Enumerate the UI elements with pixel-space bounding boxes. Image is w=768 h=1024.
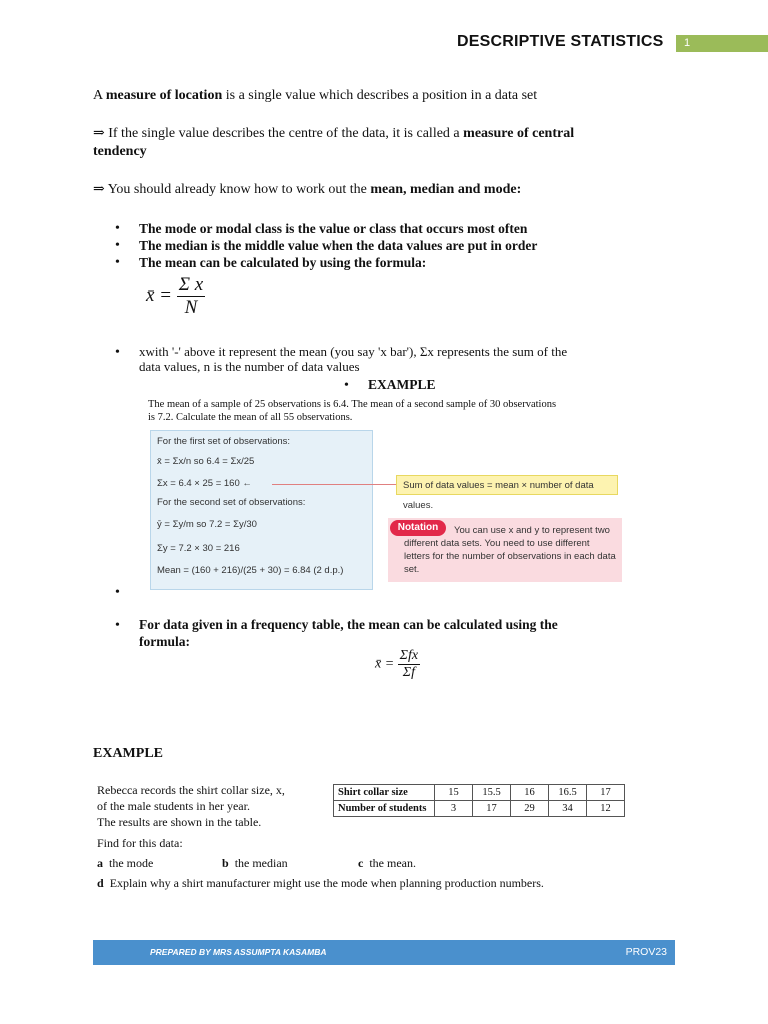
text-line: Rebecca records the shirt collar size, x, <box>97 783 285 797</box>
bullet-icon: • <box>344 378 349 393</box>
example-heading: EXAMPLE <box>368 377 436 392</box>
text-line: data values, n is the number of data values <box>139 359 360 374</box>
formula-numerator: Σfx <box>399 648 419 663</box>
bullet-icon: • <box>115 255 120 270</box>
row-header: Shirt collar size <box>334 785 435 801</box>
solution-line: Mean = (160 + 216)/(25 + 30) = 6.84 (2 d.p.) <box>157 565 344 576</box>
table-cell: 17 <box>473 801 511 817</box>
table-cell: 34 <box>549 801 587 817</box>
bullet-icon: • <box>115 618 120 633</box>
text-line: The results are shown in the table. <box>97 815 262 829</box>
table-cell: 15.5 <box>473 785 511 801</box>
table-cell: 29 <box>511 801 549 817</box>
table-cell: 17 <box>587 785 625 801</box>
formula-denominator: Σf <box>402 665 415 680</box>
table-cell: 15 <box>435 785 473 801</box>
example-question <box>148 398 618 424</box>
text: is a single value which describes a position in a data set <box>222 88 538 103</box>
bullet-mean: The mean can be calculated by using the formula: <box>139 255 427 270</box>
bullet-icon: • <box>115 345 120 360</box>
sum-callout: Sum of data values = mean × number of data values. <box>396 475 618 495</box>
text-line: The mean of a sample of 25 observations is 6.4. The mean of a second sample of 30 observations <box>148 399 557 410</box>
question-d <box>97 876 544 891</box>
text-line: is 7.2. Calculate the mean of all 55 observations. <box>148 412 353 423</box>
question-text: Explain why a shirt manufacturer might use the mode when planning production numbers. <box>109 876 544 890</box>
bullet-icon: • <box>115 238 120 253</box>
formula-lhs: x̄ = <box>146 284 173 306</box>
bold-term: measure of central <box>463 126 575 141</box>
frequency-mean-formula <box>375 648 420 681</box>
row-header: Number of students <box>334 801 435 817</box>
text: A <box>93 88 106 103</box>
notation-text: You can use x and y to represent two different data sets. You need to use different letters for the number of observations in each data set. <box>404 525 616 575</box>
question-text: the mode <box>109 856 154 870</box>
example-2-intro <box>97 782 327 830</box>
frequency-table <box>333 784 625 817</box>
example-2-heading: EXAMPLE <box>93 746 163 761</box>
text-line: For data given in a frequency table, the mean can be calculated using the <box>139 617 558 632</box>
callout-connector <box>272 484 396 485</box>
question-letter: a <box>97 856 103 870</box>
page-footer <box>93 940 675 965</box>
arrow-icon: ⇒ <box>93 182 105 197</box>
footer-author: PREPARED BY MRS ASSUMPTA KASAMBA <box>150 947 327 957</box>
question-c <box>358 856 416 871</box>
formula-lhs: x̄ = <box>375 656 395 672</box>
page-number: 1 <box>676 35 768 52</box>
table-row <box>334 785 625 801</box>
question-text: the median <box>234 856 288 870</box>
question-a <box>97 856 153 871</box>
paragraph-mean-median-mode <box>93 181 521 199</box>
page-header-title: DESCRIPTIVE STATISTICS <box>457 33 664 50</box>
formula-numerator: Σ x <box>178 274 204 295</box>
question-b <box>222 856 288 871</box>
bullet-icon: • <box>115 221 120 236</box>
table-cell: 3 <box>435 801 473 817</box>
bold-term: mean, median and mode: <box>370 182 522 197</box>
text: If the single value describes the centre of the data, it is called a <box>104 126 464 141</box>
mean-formula <box>146 274 205 319</box>
bullet-icon: • <box>115 585 120 600</box>
solution-line: For the first set of observations: <box>157 436 291 447</box>
solution-line: Σx = 6.4 × 25 = 160 ← <box>157 478 252 489</box>
text-line: xwith '-' above it represent the mean (you say 'x bar'), Σx represents the sum of the <box>139 344 568 359</box>
question-letter: b <box>222 856 229 870</box>
table-cell: 16 <box>511 785 549 801</box>
solution-line: For the second set of observations: <box>157 497 306 508</box>
paragraph-central-tendency <box>93 125 653 161</box>
text: You should already know how to work out the <box>104 182 371 197</box>
solution-line: Σy = 7.2 × 30 = 216 <box>157 543 240 554</box>
question-letter: d <box>97 876 104 890</box>
table-row <box>334 801 625 817</box>
paragraph-measure-of-location <box>93 87 537 105</box>
table-cell: 16.5 <box>549 785 587 801</box>
arrow-icon: ⇒ <box>93 126 105 141</box>
text-line: formula: <box>139 634 190 649</box>
bold-term: tendency <box>93 144 147 159</box>
table-cell: 12 <box>587 801 625 817</box>
question-letter: c <box>358 856 364 870</box>
find-instruction: Find for this data: <box>97 836 183 850</box>
notation-badge: Notation <box>390 520 446 536</box>
text-line: of the male students in her year. <box>97 799 250 813</box>
bullet-median: The median is the middle value when the data values are put in order <box>139 238 538 253</box>
formula-denominator: N <box>184 297 198 318</box>
footer-code: PROV23 <box>625 946 667 958</box>
bullet-mode: The mode or modal class is the value or class that occurs most often <box>139 221 528 236</box>
solution-line: x̄ = Σx/n so 6.4 = Σx/25 <box>157 456 255 467</box>
question-text: the mean. <box>369 856 416 870</box>
bold-term: measure of location <box>105 88 223 103</box>
frequency-table-note <box>139 616 558 650</box>
mean-description <box>139 344 567 374</box>
solution-line: ȳ = Σy/m so 7.2 = Σy/30 <box>157 519 257 530</box>
worked-solution-box <box>150 430 373 590</box>
